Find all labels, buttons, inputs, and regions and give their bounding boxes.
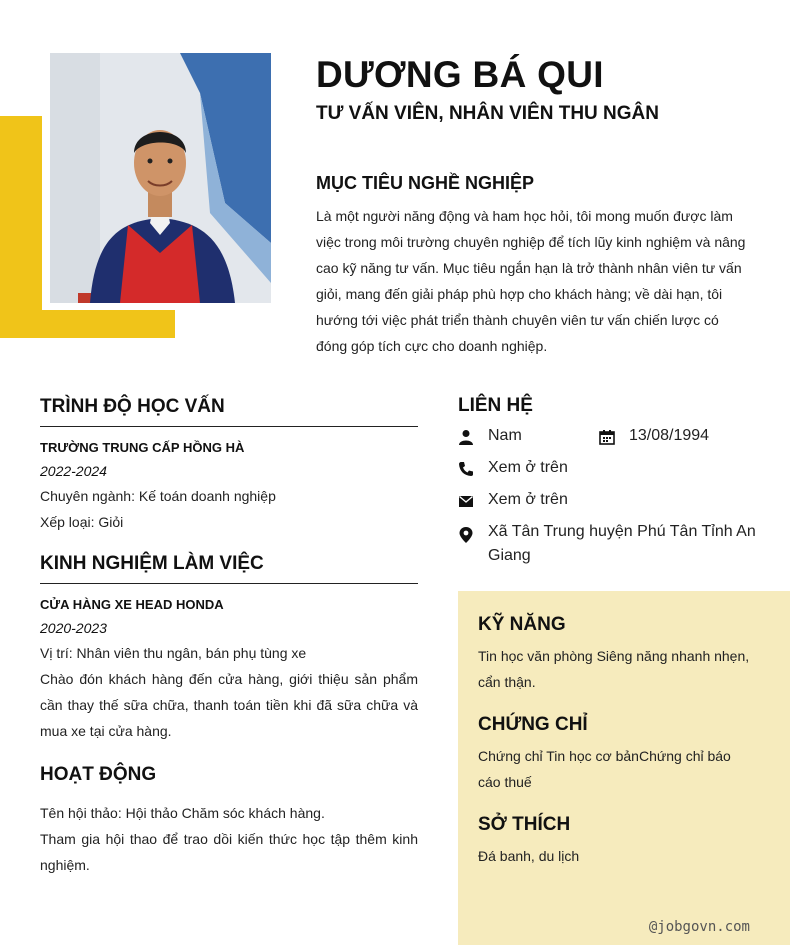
experience-period: 2020-2023 — [40, 620, 107, 636]
certificates-title: CHỨNG CHỈ — [478, 714, 588, 735]
contact-title: LIÊN HỆ — [458, 395, 533, 416]
accent-bar-vertical — [0, 116, 42, 338]
hobbies-title: SỞ THÍCH — [478, 814, 571, 835]
mail-icon — [458, 493, 474, 509]
location-pin-icon — [458, 526, 474, 542]
experience-description: Chào đón khách hàng đến cửa hàng, giới thiệu sản phẩm cần thay thế sữa chữa, thanh toán tiền khi đã sữa chữa và mua xe tại cửa hàng. — [40, 671, 418, 739]
left-column — [40, 396, 418, 878]
education-period: 2022-2024 — [40, 463, 107, 479]
education-school: TRƯỜNG TRUNG CẤP HỒNG HÀ — [40, 440, 245, 455]
candidate-role: TƯ VẤN VIÊN, NHÂN VIÊN THU NGÂN — [316, 103, 660, 124]
phone-icon — [458, 461, 474, 477]
activities-title: HOẠT ĐỘNG — [40, 764, 157, 785]
education-grade: Xếp loại: Giỏi — [40, 514, 124, 530]
contact-phone: Xem ở trên — [488, 459, 568, 476]
experience-divider — [40, 583, 418, 584]
objective-title: MỤC TIÊU NGHỀ NGHIỆP — [316, 173, 535, 193]
skills-text: Tin học văn phòng Siêng năng nhanh nhẹn, cẩn thận. — [478, 648, 750, 690]
profile-photo — [50, 53, 271, 303]
contact-gender: Nam — [488, 427, 522, 444]
contact-email: Xem ở trên — [488, 491, 568, 508]
experience-position: Vị trí: Nhân viên thu ngân, bán phụ tùng xe — [40, 645, 307, 661]
education-divider — [40, 426, 418, 427]
activity-event: Tên hội thảo: Hội thảo Chăm sóc khách hàng. — [40, 805, 325, 821]
hobbies-text: Đá banh, du lịch — [478, 848, 580, 864]
experience-title: KINH NGHIỆM LÀM VIỆC — [40, 553, 264, 574]
contact-birthday: 13/08/1994 — [629, 427, 710, 444]
education-major: Chuyên ngành: Kế toán doanh nghiệp — [40, 488, 276, 504]
sidebar-panel — [458, 591, 790, 945]
calendar-icon — [599, 429, 615, 445]
person-icon — [458, 429, 474, 445]
objective-text: Là một người năng động và ham học hỏi, tôi mong muốn được làm việc trong môi trường chuyên nghiệp để tích lũy kinh nghiệm và nâng cao kỹ năng tư vấn. Mục tiêu ngắn hạn là trở thành nhân viên tư vấn giỏi, mang đến giải pháp phù hợp cho khách hàng; về dài hạn, tôi hướng tới việc phát triển thành chuyên viên tư vấn chiến lược có đóng góp tích cực cho doanh nghiệp. — [316, 208, 746, 354]
skills-title: KỸ NĂNG — [478, 614, 566, 635]
watermark: @jobgovn.com — [648, 919, 750, 935]
certificates-text: Chứng chỉ Tin học cơ bảnChứng chỉ báo cáo thuế — [478, 748, 731, 790]
education-title: TRÌNH ĐỘ HỌC VẤN — [40, 396, 225, 417]
activity-description: Tham gia hội thao để trao dồi kiến thức học tập thêm kinh nghiệm. — [40, 831, 418, 873]
candidate-name: DƯƠNG BÁ QUI — [316, 54, 604, 95]
contact-address: Xã Tân Trung huyện Phú Tân Tỉnh An Giang — [488, 523, 756, 564]
accent-bar-horizontal — [0, 310, 175, 338]
experience-company: CỬA HÀNG XE HEAD HONDA — [40, 597, 224, 612]
